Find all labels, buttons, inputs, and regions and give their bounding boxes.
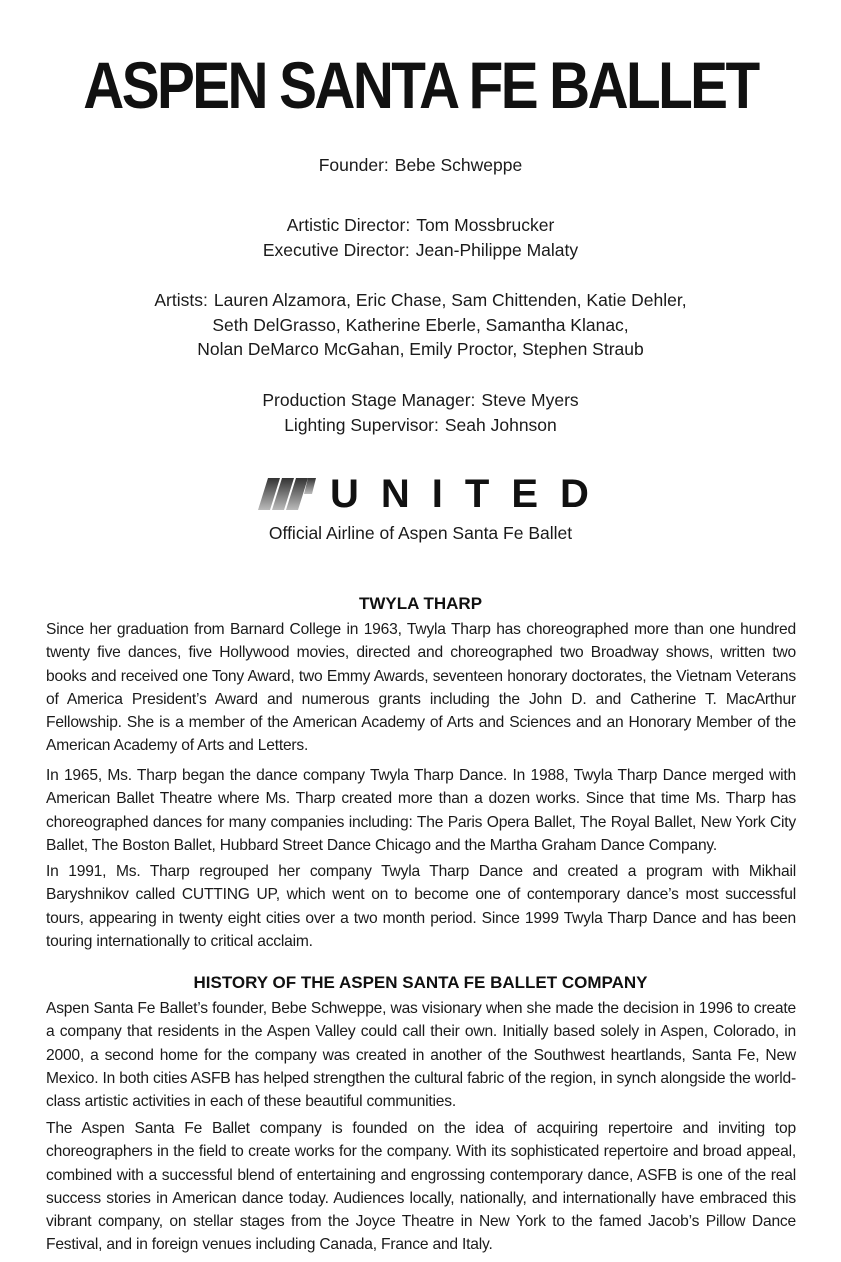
history-heading: HISTORY OF THE ASPEN SANTA FE BALLET COMPANY xyxy=(193,973,648,992)
stage-manager-label: Production Stage Manager: xyxy=(262,390,476,410)
page-title: ASPEN SANTA FE BALLET xyxy=(83,48,758,122)
united-tulip-logo-icon xyxy=(258,476,316,512)
sponsor-logo xyxy=(258,471,611,516)
artists-line-2: Seth DelGrasso, Katherine Eberle, Samantha Klanac, xyxy=(212,314,629,335)
tharp-paragraph-3: In 1991, Ms. Tharp regrouped her company Twyla Tharp Dance and created a program with Mikhail Baryshnikov called CUTTING UP, which went on to become one of contemporary dance’s most successful tours, appearing in twenty eight cities over a two month period. Since 1999 Twyla Tharp Dance and has been touring internationally to critical acclaim. xyxy=(46,863,796,950)
artists-names-1: Lauren Alzamora, Eric Chase, Sam Chittenden, Katie Dehler, xyxy=(213,290,687,310)
executive-director-name: Jean-Philippe Malaty xyxy=(415,239,579,260)
founder-name: Bebe Schweppe xyxy=(394,155,523,175)
founder-label: Founder: xyxy=(318,155,389,175)
stage-manager-line xyxy=(0,388,841,413)
executive-director-label: Executive Director: xyxy=(262,239,410,260)
tharp-paragraph-2: In 1965, Ms. Tharp began the dance company Twyla Tharp Dance. In 1988, Twyla Tharp Dance merged with American Ballet Theatre where Ms. Tharp created more than a dozen works. Since that time Ms. Tharp has choreographed dances for many companies including: The Paris Opera Ballet, The Royal Ballet, New York City Ballet, The Boston Ballet, Hubbard Street Dance Chicago and the Martha Graham Dance Company. xyxy=(46,767,796,854)
directors-credit xyxy=(0,213,841,262)
artistic-director-label: Artistic Director: xyxy=(286,215,411,235)
lighting-label: Lighting Supervisor: xyxy=(284,414,439,435)
stage-manager-name: Steve Myers xyxy=(481,390,579,410)
artistic-director-name: Tom Mossbrucker xyxy=(416,215,555,235)
artists-line-1 xyxy=(0,288,841,313)
production-credit xyxy=(0,388,841,437)
artists-line-3: Nolan DeMarco McGahan, Emily Proctor, Stephen Straub xyxy=(197,339,644,359)
lighting-name: Seah Johnson xyxy=(444,414,557,435)
lighting-line xyxy=(0,413,841,438)
founder-credit xyxy=(0,153,841,178)
united-wordmark: UNITED xyxy=(330,471,611,516)
executive-director-line xyxy=(0,238,841,263)
artists-label: Artists: xyxy=(154,290,208,310)
tharp-paragraph-1: Since her graduation from Barnard College in 1963, Twyla Tharp has choreographed more than one hundred twenty five dances, five Hollywood movies, directed and choreographed two Broadway shows, written two books and received one Tony Award, two Emmy Awards, seventeen honorary doctorates, the Vietnam Veterans of America President’s Award and numerous grants including the John D. and Catherine T. MacArthur Fellowship. She is a member of the American Academy of Arts and Sciences and an Honorary Member of the American Academy of Arts and Letters. xyxy=(46,621,796,755)
artists-credit xyxy=(0,288,841,362)
history-paragraph-2: The Aspen Santa Fe Ballet company is founded on the idea of acquiring repertoire and inviting top choreographers in the field to create works for the company. With its sophisticated repertoire and broad appeal, combined with a successful blend of entertaining and engrossing contemporary dance, ASFB is one of the real success stories in American dance today. Audiences locally, nationally, and internationally have embraced this vibrant company, on stellar stages from the Joyce Theatre in New York to the famed Jacob’s Pillow Dance Festival, and in foreign venues including Canada, France and Italy. xyxy=(46,1120,796,1254)
history-paragraph-1: Aspen Santa Fe Ballet’s founder, Bebe Schweppe, was visionary when she made the decision in 1996 to create a company that residents in the Aspen Valley could call their own. Initially based solely in Aspen, Colorado, in 2000, a second home for the company was created in another of the Southwest heartlands, Santa Fe, New Mexico. In both cities ASFB has helped strengthen the cultural fabric of the region, in synch alongside the world-class artistic activities in each of these beautiful communities. xyxy=(46,1000,796,1111)
sponsor-tagline: Official Airline of Aspen Santa Fe Ballet xyxy=(268,523,573,543)
artistic-director-line xyxy=(0,213,841,238)
tharp-heading: TWYLA THARP xyxy=(358,594,483,613)
